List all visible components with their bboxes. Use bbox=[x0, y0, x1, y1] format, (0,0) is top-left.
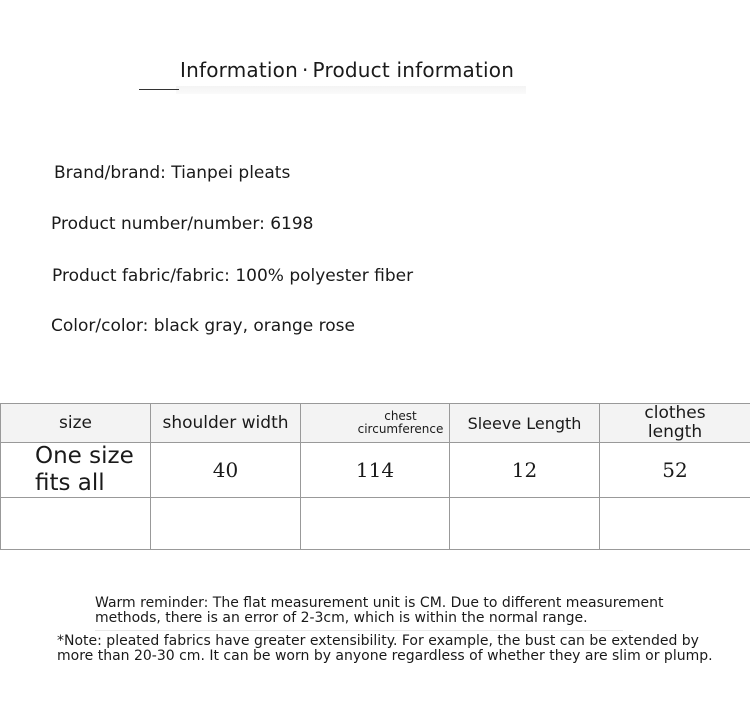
title-separator: · bbox=[301, 58, 309, 82]
cell-empty bbox=[600, 498, 750, 550]
title-shadow bbox=[176, 86, 526, 94]
header-shoulder-width: shoulder width bbox=[151, 404, 301, 443]
color-line: Color/color: black gray, orange rose bbox=[51, 316, 355, 336]
cell-sleeve-length: 12 bbox=[450, 443, 600, 498]
cell-clothes-length: 52 bbox=[600, 443, 750, 498]
brand-line: Brand/brand: Tianpei pleats bbox=[54, 163, 291, 183]
cell-shoulder-width: 40 bbox=[151, 443, 301, 498]
table-row bbox=[1, 443, 750, 498]
fabric-line: Product fabric/fabric: 100% polyester fiber bbox=[52, 266, 414, 286]
header-clothes-length bbox=[600, 404, 750, 443]
title-right: Product information bbox=[312, 58, 515, 82]
header-chest-label: chest circumference bbox=[357, 409, 444, 436]
cell-empty bbox=[1, 498, 151, 550]
table-header-row bbox=[1, 404, 750, 443]
cell-chest-circumference: 114 bbox=[301, 443, 450, 498]
cell-empty bbox=[151, 498, 301, 550]
title-left: Information bbox=[180, 58, 298, 82]
cell-size-label: One size fits all bbox=[35, 443, 134, 496]
header-chest-circumference bbox=[301, 404, 450, 443]
title-underline bbox=[139, 89, 179, 90]
header-sleeve-length: Sleeve Length bbox=[450, 404, 600, 443]
cell-empty bbox=[450, 498, 600, 550]
cell-empty bbox=[301, 498, 450, 550]
header-size: size bbox=[1, 404, 151, 443]
product-number-line: Product number/number: 6198 bbox=[51, 214, 314, 234]
cell-size bbox=[1, 443, 151, 498]
page-title bbox=[180, 58, 514, 82]
header-clothes-label: clothes length bbox=[644, 403, 706, 442]
warm-reminder: Warm reminder: The flat measurement unit is CM. Due to different measurement methods, there is an error of 2-3cm, which is within the normal range. bbox=[95, 595, 664, 626]
size-table bbox=[0, 403, 750, 550]
table-row bbox=[1, 498, 750, 550]
pleat-note: *Note: pleated fabrics have greater extensibility. For example, the bust can be extended by more than 20-30 cm. It can be worn by anyone regardless of whether they are slim or plump. bbox=[57, 633, 713, 664]
note-divider bbox=[95, 630, 623, 631]
